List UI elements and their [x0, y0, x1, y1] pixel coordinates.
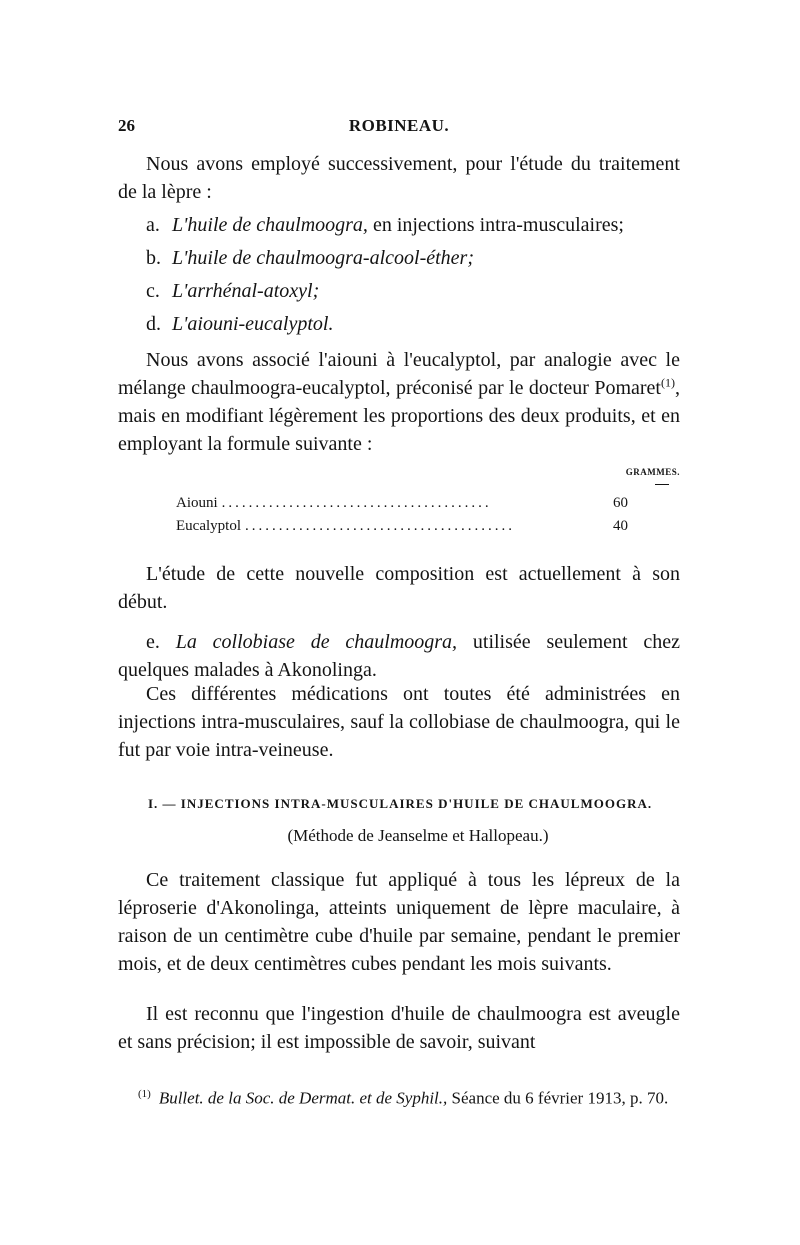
- footnote: [118, 1080, 680, 1113]
- unit-label: GRAMMES.: [625, 467, 680, 477]
- association-text-2: , mais en modifiant légèrement les proportions des deux produits, et en employant la formule suivante :: [118, 377, 680, 455]
- leader-dots: ........................................: [221, 495, 492, 511]
- item-letter: d.: [146, 313, 161, 335]
- medications-paragraph: Ces différentes médications ont toutes été administrées en injections intra-musculaires, sauf la collobiase de chaulmoogra, qui le fut par voie intra-veineuse.: [118, 683, 680, 761]
- unit-rule: [655, 484, 669, 485]
- method-subtitle: [0, 826, 800, 846]
- ingredient-quantity: 40: [613, 518, 628, 534]
- association-text-1: Nous avons associé l'aiouni à l'eucalyptol, par analogie avec le mélange chaulmoogra-eucalyptol, préconisé par le docteur Pomaret: [118, 349, 680, 399]
- running-title: ROBINEAU.: [348, 116, 450, 135]
- treatment-item-b: [146, 244, 474, 272]
- item-name: L'huile de chaulmoogra,: [172, 214, 368, 236]
- footnote-reference: (1): [661, 375, 675, 390]
- item-letter: a.: [146, 214, 160, 236]
- item-name: L'aiouni-eucalyptol.: [172, 313, 334, 335]
- formula-row: [176, 516, 628, 536]
- method-text: (Méthode de Jeanselme et Hallopeau.): [287, 826, 549, 845]
- item-name: L'arrhénal-atoxyl;: [172, 280, 320, 302]
- item-description: en injections intra-musculaires;: [367, 214, 624, 236]
- association-paragraph: [118, 346, 680, 458]
- item-name: La collobiase de chaulmoogra,: [175, 631, 458, 653]
- footnote-source: Bullet. de la Soc. de Dermat. et de Syphil.,: [158, 1088, 448, 1108]
- section-title: I. — INJECTIONS INTRA-MUSCULAIRES D'HUILE DE CHAULMOOGRA.: [148, 796, 653, 811]
- item-name: L'huile de chaulmoogra-alcool-éther;: [172, 247, 474, 269]
- treatment-item-c: [146, 277, 319, 305]
- intro-paragraph: Nous avons employé successivement, pour l'étude du traitement de la lèpre :: [118, 153, 680, 203]
- ingestion-paragraph: Il est reconnu que l'ingestion d'huile de chaulmoogra est aveugle et sans précision; il est impossible de savoir, suivant: [118, 1003, 680, 1053]
- ingredient-name: Aiouni: [176, 495, 218, 511]
- treatment-item-a: [146, 211, 624, 239]
- item-letter: c.: [146, 280, 160, 302]
- footnote-mark: (1): [138, 1088, 151, 1100]
- study-paragraph: L'étude de cette nouvelle composition est actuellement à son début.: [118, 563, 680, 613]
- item-letter: e.: [146, 631, 160, 653]
- page-number: 26: [118, 116, 135, 135]
- item-e-paragraph: [118, 628, 680, 684]
- item-letter: b.: [146, 247, 161, 269]
- treatment-item-d: [146, 310, 333, 338]
- ingredient-quantity: 60: [613, 495, 628, 511]
- item-description: utilisée seulement chez quelques malades à Akonolinga.: [118, 631, 681, 681]
- footnote-details: Séance du 6 février 1913, p. 70.: [447, 1088, 669, 1108]
- classic-treatment-paragraph: Ce traitement classique fut appliqué à tous les lépreux de la léproserie d'Akonolinga, atteints uniquement de lèpre maculaire, à raison de un centimètre cube d'huile par semaine, pendant le premier mois, et de deux centimètres cubes pendant les mois suivants.: [118, 869, 680, 975]
- ingredient-name: Eucalyptol: [176, 518, 241, 534]
- formula-row: [176, 493, 628, 513]
- page-header: [118, 116, 680, 140]
- leader-dots: ........................................: [244, 518, 515, 534]
